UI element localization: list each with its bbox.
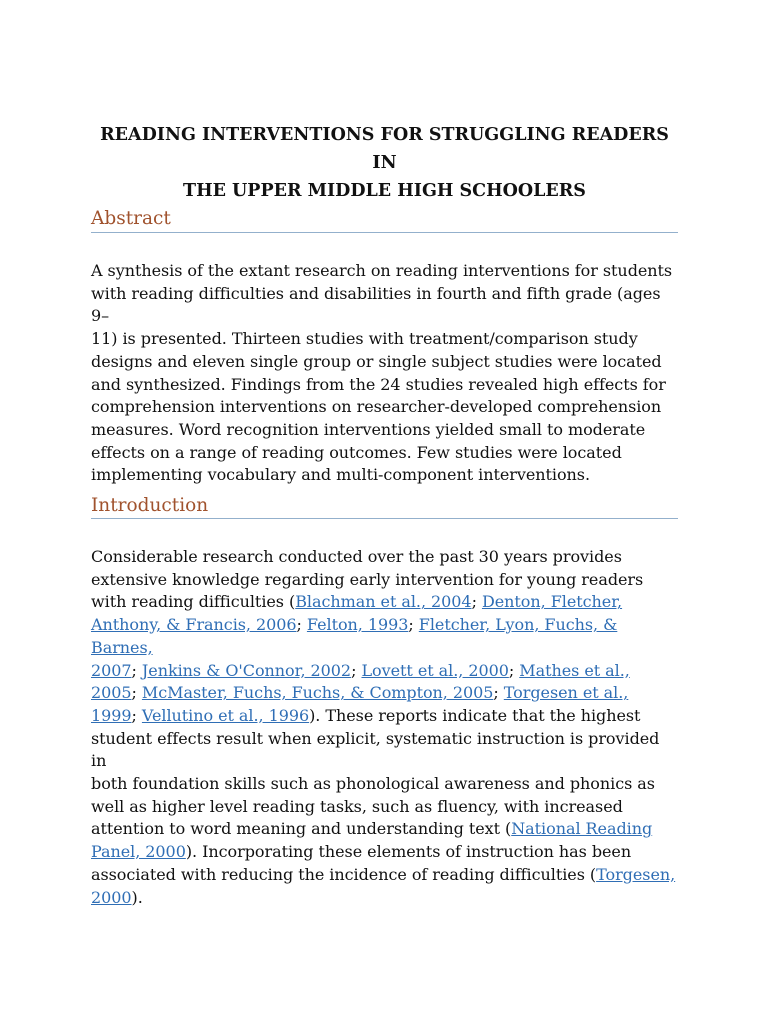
intro-line: 2000).	[91, 887, 143, 907]
ref-link-vellutino-1996[interactable]: Vellutino et al., 1996	[141, 705, 310, 725]
ref-link-torgesen-1999[interactable]: Torgesen et al.,	[503, 683, 629, 703]
introduction-heading: Introduction	[91, 495, 209, 516]
abstract-line: effects on a range of reading outcomes. Few studies were located	[91, 442, 622, 462]
ref-link-felton-1993[interactable]: Felton, 1993	[306, 615, 409, 635]
ref-link-fletcher-2007[interactable]: Fletcher, Lyon, Fuchs, & Barnes,	[91, 615, 618, 657]
ref-link-denton-2006[interactable]: Denton, Fletcher,	[481, 592, 623, 612]
ref-link-nrp-2000[interactable]: National Reading	[511, 819, 653, 839]
ref-link-blachman-2004[interactable]: Blachman et al., 2004	[295, 592, 472, 612]
intro-line: 1999; Vellutino et al., 1996). These reports indicate that the highest	[91, 705, 641, 725]
intro-line: well as higher level reading tasks, such as fluency, with increased	[91, 796, 623, 816]
abstract-line: 11) is presented. Thirteen studies with treatment/comparison study	[91, 329, 638, 349]
ref-link-lovett-2000[interactable]: Lovett et al., 2000	[361, 660, 509, 680]
intro-line: 2007; Jenkins & O'Connor, 2002; Lovett et al., 2000; Mathes et al.,	[91, 660, 630, 680]
abstract-paragraph	[91, 260, 678, 487]
abstract-line: and synthesized. Findings from the 24 studies revealed high effects for	[91, 374, 666, 394]
intro-line: Considerable research conducted over the past 30 years provides	[91, 547, 622, 566]
ref-link-mathes-2005[interactable]: Mathes et al.,	[519, 660, 630, 680]
intro-line: 2005; McMaster, Fuchs, Fuchs, & Compton, 2005; Torgesen et al.,	[91, 683, 629, 703]
intro-line: Anthony, & Francis, 2006; Felton, 1993; Fletcher, Lyon, Fuchs, & Barnes,	[91, 615, 618, 657]
title-line-2: THE UPPER MIDDLE HIGH SCHOOLERS	[183, 181, 586, 201]
ref-link-denton-2006[interactable]: Anthony, & Francis, 2006	[91, 615, 297, 635]
abstract-line: designs and eleven single group or single subject studies were located	[91, 351, 662, 371]
ref-link-torgesen-2000[interactable]: Torgesen,	[596, 864, 676, 884]
ref-link-jenkins-2002[interactable]: Jenkins & O'Connor, 2002	[141, 660, 352, 680]
abstract-line: with reading difficulties and disabilities in fourth and fifth grade (ages 9–	[91, 283, 661, 326]
intro-line: with reading difficulties (Blachman et al., 2004; Denton, Fletcher,	[91, 592, 623, 612]
abstract-line: comprehension interventions on researcher-developed comprehension	[91, 397, 662, 417]
intro-line: attention to word meaning and understanding text (National Reading	[91, 819, 653, 839]
ref-link-mcmaster-2005[interactable]: McMaster, Fuchs, Fuchs, & Compton, 2005	[141, 683, 494, 703]
abstract-line: implementing vocabulary and multi-component interventions.	[91, 465, 591, 485]
abstract-heading-rule	[91, 232, 678, 233]
intro-line: Panel, 2000). Incorporating these elements of instruction has been	[91, 842, 632, 862]
intro-line: associated with reducing the incidence of reading difficulties (Torgesen,	[91, 864, 676, 884]
ref-link-mathes-2005[interactable]: 2005	[91, 683, 132, 703]
document-title	[91, 121, 678, 205]
introduction-heading-rule	[91, 518, 678, 519]
abstract-line: A synthesis of the extant research on reading interventions for students	[91, 261, 673, 280]
ref-link-torgesen-2000[interactable]: 2000	[91, 887, 132, 907]
ref-link-fletcher-2007[interactable]: 2007	[91, 660, 132, 680]
introduction-paragraph	[91, 546, 678, 909]
title-line-1: READING INTERVENTIONS FOR STRUGGLING READERS IN	[100, 125, 669, 173]
ref-link-nrp-2000[interactable]: Panel, 2000	[91, 842, 186, 862]
intro-line: student effects result when explicit, systematic instruction is provided in	[91, 728, 660, 771]
ref-link-torgesen-1999[interactable]: 1999	[91, 705, 132, 725]
abstract-heading: Abstract	[91, 208, 171, 229]
intro-line: both foundation skills such as phonological awareness and phonics as	[91, 774, 655, 794]
abstract-line: measures. Word recognition interventions yielded small to moderate	[91, 419, 646, 439]
intro-line: extensive knowledge regarding early intervention for young readers	[91, 569, 644, 589]
